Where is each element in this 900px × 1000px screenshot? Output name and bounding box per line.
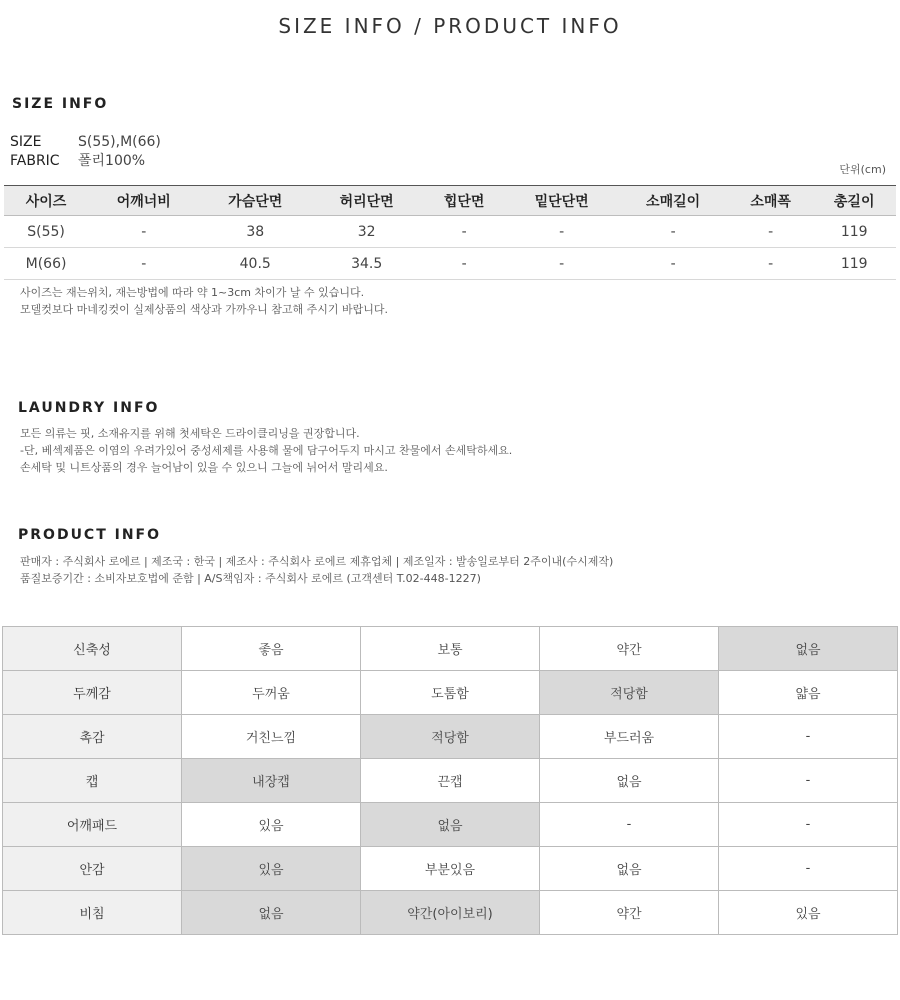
size-label: SIZE	[10, 134, 42, 150]
attribute-row	[3, 627, 898, 671]
size-value: S(55),M(66)	[78, 134, 161, 150]
attribute-row	[3, 891, 898, 935]
attribute-row	[3, 759, 898, 803]
page-title: SIZE INFO / PRODUCT INFO	[278, 14, 622, 38]
attribute-option: 두꺼움	[182, 671, 361, 715]
attribute-option: -	[719, 759, 898, 803]
product-notes	[20, 553, 613, 587]
attribute-name: 두께감	[3, 671, 182, 715]
table-cell: -	[506, 248, 617, 280]
table-cell: 38	[200, 216, 311, 248]
size-table	[4, 185, 896, 280]
attribute-option: 없음	[182, 891, 361, 935]
attribute-option: 얇음	[719, 671, 898, 715]
laundry-line: 손세탁 및 니트상품의 경우 늘어남이 있을 수 있으니 그늘에 뉘어서 말리세요.	[20, 461, 388, 474]
size-table-header: 어깨너비	[88, 186, 199, 216]
attribute-name: 어깨패드	[3, 803, 182, 847]
table-cell: 32	[311, 216, 422, 248]
attribute-name: 캡	[3, 759, 182, 803]
attribute-option: 있음	[182, 803, 361, 847]
table-cell: S(55)	[4, 216, 88, 248]
table-cell: 119	[812, 248, 896, 280]
table-cell: -	[422, 216, 506, 248]
table-row	[4, 216, 896, 248]
product-info-heading: PRODUCT INFO	[18, 527, 162, 543]
laundry-line: 모든 의류는 핏, 소재유지를 위해 첫세탁은 드라이클리닝을 권장합니다.	[20, 427, 360, 440]
size-table-header: 소매길이	[617, 186, 728, 216]
size-notes	[20, 284, 388, 318]
table-cell: -	[88, 216, 199, 248]
size-table-header: 허리단면	[311, 186, 422, 216]
attribute-option: 좋음	[182, 627, 361, 671]
attribute-option: 적당함	[361, 715, 540, 759]
attribute-option: 도톰함	[361, 671, 540, 715]
attribute-name: 비침	[3, 891, 182, 935]
attribute-row	[3, 671, 898, 715]
size-table-header-row	[4, 186, 896, 216]
table-cell: M(66)	[4, 248, 88, 280]
table-cell: 119	[812, 216, 896, 248]
attribute-option: 거친느낌	[182, 715, 361, 759]
table-cell: 40.5	[200, 248, 311, 280]
table-cell: -	[729, 248, 813, 280]
size-table-header: 밑단단면	[506, 186, 617, 216]
size-note: 사이즈는 재는위치, 재는방법에 따라 약 1~3cm 차이가 날 수 있습니다.	[20, 286, 365, 299]
attribute-name: 안감	[3, 847, 182, 891]
attribute-option: 부드러움	[540, 715, 719, 759]
size-table-header: 총길이	[812, 186, 896, 216]
laundry-notes	[20, 425, 512, 476]
attribute-option: 없음	[540, 759, 719, 803]
attribute-option: 부분있음	[361, 847, 540, 891]
table-cell: -	[729, 216, 813, 248]
size-info-heading: SIZE INFO	[12, 96, 109, 112]
attribute-row	[3, 847, 898, 891]
attribute-name: 촉감	[3, 715, 182, 759]
table-row	[4, 248, 896, 280]
product-line: 품질보증기간 : 소비자보호법에 준함 | A/S책임자 : 주식회사 로에르 (고객센터 T.02-448-1227)	[20, 572, 481, 585]
attribute-option: 내장캡	[182, 759, 361, 803]
size-table-header: 힙단면	[422, 186, 506, 216]
table-cell: -	[617, 216, 728, 248]
laundry-line: -단, 베섹제품은 이염의 우려가있어 중성세제를 사용해 물에 담구어두지 마시고 찬물에서 손세탁하세요.	[20, 444, 513, 457]
attribute-option: 없음	[719, 627, 898, 671]
attribute-option: 약간	[540, 891, 719, 935]
table-cell: -	[88, 248, 199, 280]
attribute-option: -	[719, 803, 898, 847]
attribute-option: 없음	[540, 847, 719, 891]
attribute-option: 있음	[182, 847, 361, 891]
attribute-table	[2, 626, 898, 935]
attribute-option: 약간(아이보리)	[361, 891, 540, 935]
table-cell: -	[506, 216, 617, 248]
size-note: 모델컷보다 마네킹컷이 실제상품의 색상과 가까우니 참고해 주시기 바랍니다.	[20, 303, 389, 316]
unit-label: 단위(cm)	[839, 163, 886, 176]
size-table-header: 소매폭	[729, 186, 813, 216]
fabric-spec-line	[10, 150, 145, 170]
size-table-header: 가슴단면	[200, 186, 311, 216]
fabric-label: FABRIC	[10, 153, 60, 169]
attribute-option: 보통	[361, 627, 540, 671]
size-table-header: 사이즈	[4, 186, 88, 216]
fabric-value: 폴리100%	[78, 153, 146, 169]
laundry-info-heading: LAUNDRY INFO	[18, 400, 160, 416]
attribute-option: 있음	[719, 891, 898, 935]
attribute-option: 약간	[540, 627, 719, 671]
attribute-option: 없음	[361, 803, 540, 847]
attribute-option: -	[719, 715, 898, 759]
table-cell: 34.5	[311, 248, 422, 280]
attribute-name: 신축성	[3, 627, 182, 671]
attribute-option: -	[540, 803, 719, 847]
product-line: 판매자 : 주식회사 로에르 | 제조국 : 한국 | 제조사 : 주식회사 로에르 제휴업체 | 제조일자 : 발송일로부터 2주이내(수시제작)	[20, 555, 614, 568]
attribute-option: 적당함	[540, 671, 719, 715]
table-cell: -	[617, 248, 728, 280]
attribute-row	[3, 803, 898, 847]
attribute-option: 끈캡	[361, 759, 540, 803]
table-cell: -	[422, 248, 506, 280]
size-spec-line	[10, 134, 161, 150]
attribute-row	[3, 715, 898, 759]
attribute-option: -	[719, 847, 898, 891]
